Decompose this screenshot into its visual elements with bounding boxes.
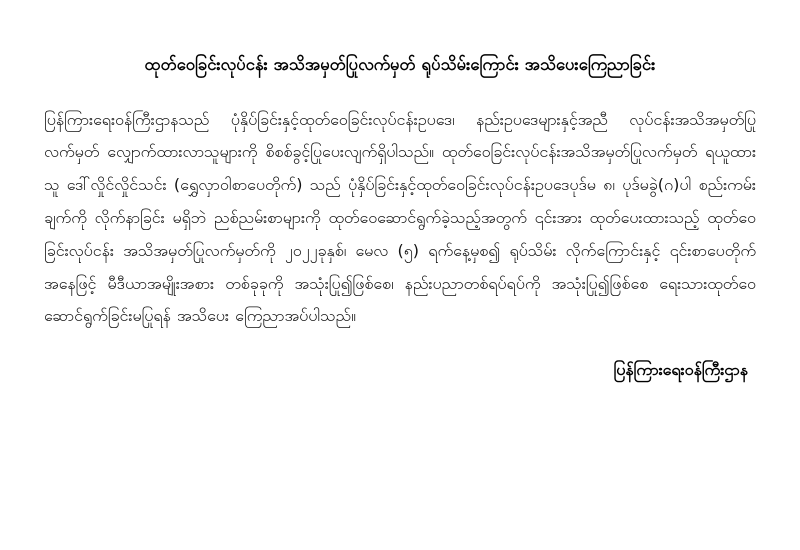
document-body	[44, 104, 756, 334]
page-title: ထုတ်ဝေခြင်းလုပ်ငန်း အသိအမှတ်ပြုလက်မှတ် ရုပ်သိမ်းကြောင်း အသိပေးကြေညာခြင်း	[144, 55, 656, 74]
body-paragraph: ပြန်ကြားရေးဝန်ကြီးဌာနသည် ပုံနှိပ်ခြင်းနှင့်ထုတ်ဝေခြင်းလုပ်ငန်းဥပဒေ၊ နည်းဥပဒေများနှင့်အညီ လုပ်ငန်းအသိအမှတ်ပြုလက်မှတ် လျှောက်ထားလာသူများကို စိစစ်ခွင့်ပြုပေးလျက်ရှိပါသည်။ ထုတ်ဝေခြင်းလုပ်ငန်းအသိအမှတ်ပြုလက်မှတ် ရယူထားသူ ဒေါ်လှိုင်လှိုင်သင်း (ရွှေလှာဝါစာပေတိုက်) သည် ပုံနှိပ်ခြင်းနှင့်ထုတ်ဝေခြင်းလုပ်ငန်းဥပဒေပုဒ်မ ၈၊ ပုဒ်မခွဲ(ဂ)ပါ စည်းကမ်းချက်ကို လိုက်နာခြင်း မရှိဘဲ ညစ်ညမ်းစာများကို ထုတ်ဝေဆောင်ရွက်ခဲ့သည့်အတွက် ၎င်းအား ထုတ်ပေးထားသည့် ထုတ်ဝေခြင်းလုပ်ငန်း အသိအမှတ်ပြုလက်မှတ်ကို ၂၀၂၂ခုနှစ်၊ မေလ (၅) ရက်နေ့မှစ၍ ရုပ်သိမ်း လိုက်ကြောင်းနှင့် ၎င်းစာပေတိုက်အနေဖြင့် မီဒီယာအမျိုးအစား တစ်ခုခုကို အသုံးပြု၍ဖြစ်စေ၊ နည်းပညာတစ်ရပ်ရပ်ကို အသုံးပြု၍ဖြစ်စေ ရေးသားထုတ်ဝေ ဆောင်ရွက်ခြင်းမပြုရန် အသိပေး ကြေညာအပ်ပါသည်။	[44, 109, 756, 326]
signature-ministry: ပြန်ကြားရေးဝန်ကြီးဌာန	[613, 360, 748, 380]
bottom-spacer	[44, 383, 756, 530]
